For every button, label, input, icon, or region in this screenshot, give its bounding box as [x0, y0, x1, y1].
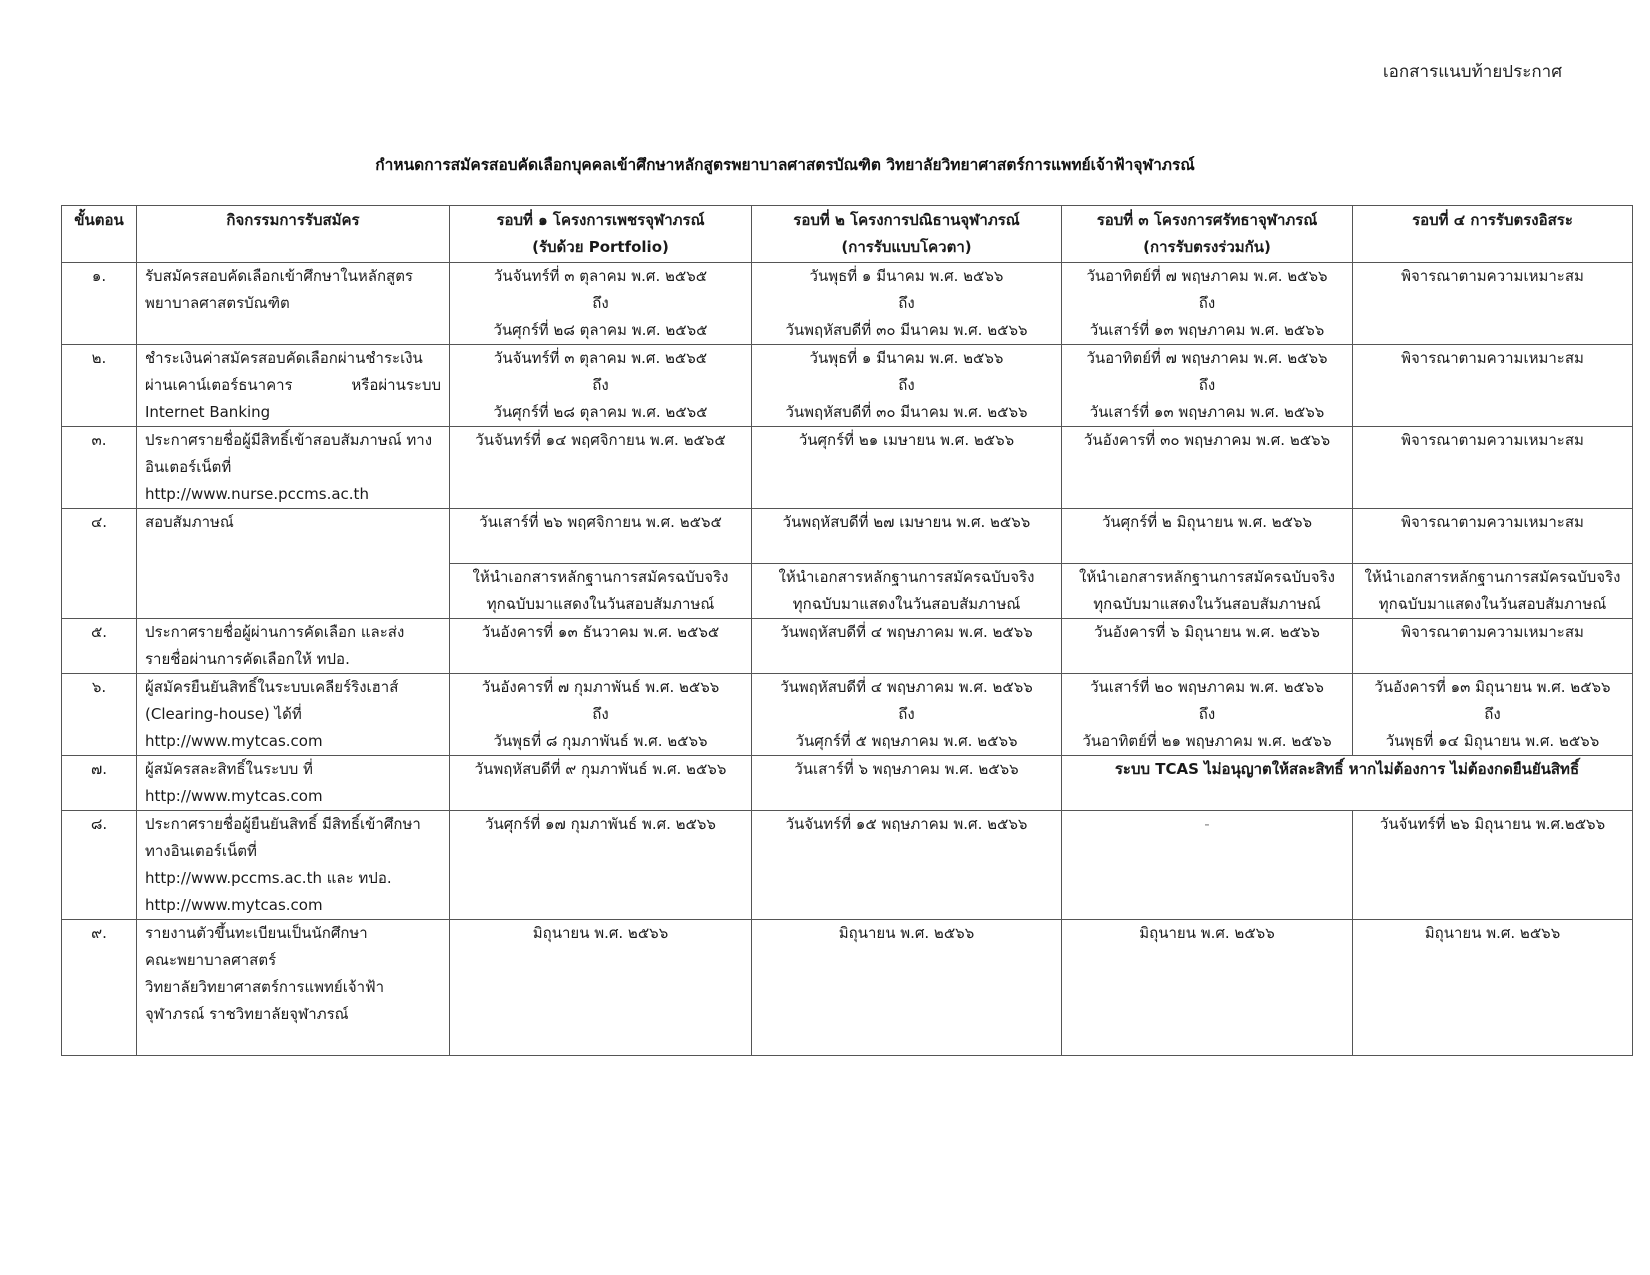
- step-number: ๙.: [62, 920, 137, 1056]
- docs-note-line: ให้นำเอกสารหลักฐานการสมัครฉบับจริง: [1079, 568, 1335, 586]
- activity-line: พยาบาลศาสตรบัณฑิต: [145, 294, 290, 312]
- date-start: วันอาทิตย์ที่ ๗ พฤษภาคม พ.ศ. ๒๕๖๖: [1086, 349, 1328, 367]
- document-title: กำหนดการสมัครสอบคัดเลือกบุคคลเข้าศึกษาหลักสูตรพยาบาลศาสตรบัณฑิต วิทยาลัยวิทยาศาสตร์การแพทย์เจ้าฟ้าจุฬาภรณ์: [375, 156, 1195, 174]
- activity-link: http://www.mytcas.com: [145, 732, 323, 750]
- date-start: วันเสาร์ที่ ๒๐ พฤษภาคม พ.ศ. ๒๕๖๖: [1090, 678, 1324, 696]
- activity-link: http://www.mytcas.com: [145, 787, 323, 805]
- date-end: วันเสาร์ที่ ๑๓ พฤษภาคม พ.ศ. ๒๕๖๖: [1089, 403, 1325, 421]
- round-1-date: วันเสาร์ที่ ๒๖ พฤศจิกายน พ.ศ. ๒๕๖๕: [450, 509, 752, 564]
- round-4-date: พิจารณาตามความเหมาะสม: [1353, 263, 1633, 345]
- header-round-4-line: รอบที่ ๔ การรับตรงอิสระ: [1412, 211, 1573, 229]
- table-row: [62, 345, 1633, 427]
- date-start: วันพฤหัสบดีที่ ๔ พฤษภาคม พ.ศ. ๒๕๖๖: [780, 678, 1033, 696]
- round-1-date: วันอังคารที่ ๑๓ ธันวาคม พ.ศ. ๒๕๖๕: [450, 619, 752, 674]
- activity-line: ผ่านเคาน์เตอร์ธนาคาร หรือผ่านระบบ: [145, 376, 441, 394]
- activity-line: ผู้สมัครยืนยันสิทธิ์ในระบบเคลียร์ริงเฮาส์: [145, 678, 399, 696]
- table-row: [62, 619, 1633, 674]
- activity-link: http://www.nurse.pccms.ac.th: [145, 485, 369, 503]
- activity-cell: [137, 509, 450, 619]
- tcas-waiver-note: ระบบ TCAS ไม่อนุญาตให้สละสิทธิ์ หากไม่ต้องการ ไม่ต้องกดยืนยันสิทธิ์: [1062, 756, 1633, 811]
- round-2-date: [752, 345, 1062, 427]
- round-4-date: พิจารณาตามความเหมาะสม: [1353, 345, 1633, 427]
- step-number: ๔.: [62, 509, 137, 619]
- header-step: ขั้นตอน: [62, 206, 137, 263]
- round-1-date: [450, 674, 752, 756]
- round-1-docs-note: [450, 564, 752, 619]
- round-2-date: วันศุกร์ที่ ๒๑ เมษายน พ.ศ. ๒๕๖๖: [752, 427, 1062, 509]
- table-row: [62, 811, 1633, 920]
- step-number: ๓.: [62, 427, 137, 509]
- round-1-date: วันศุกร์ที่ ๑๗ กุมภาพันธ์ พ.ศ. ๒๕๖๖: [450, 811, 752, 920]
- activity-cell: [137, 920, 450, 1056]
- header-round-3: [1062, 206, 1353, 263]
- header-round-1-line: (รับด้วย Portfolio): [532, 238, 669, 256]
- activity-line: ประกาศรายชื่อผู้ยืนยันสิทธิ์ มีสิทธิ์เข้าศึกษา: [145, 815, 421, 833]
- date-start: วันอาทิตย์ที่ ๗ พฤษภาคม พ.ศ. ๒๕๖๖: [1086, 267, 1328, 285]
- activity-line: รับสมัครสอบคัดเลือกเข้าศึกษาในหลักสูตร: [145, 267, 413, 285]
- activity-line: ผู้สมัครสละสิทธิ์ในระบบ ที่: [145, 760, 313, 778]
- round-3-date: [1062, 263, 1353, 345]
- date-end: วันศุกร์ที่ ๒๘ ตุลาคม พ.ศ. ๒๕๖๕: [493, 321, 708, 339]
- admission-schedule-table: [61, 205, 1633, 1056]
- docs-note-line: ทุกฉบับมาแสดงในวันสอบสัมภาษณ์: [486, 595, 715, 613]
- round-2-docs-note: [752, 564, 1062, 619]
- round-4-date: พิจารณาตามความเหมาะสม: [1353, 427, 1633, 509]
- activity-link: http://www.pccms.ac.th และ ทปอ.: [145, 869, 392, 887]
- round-2-date: [752, 674, 1062, 756]
- round-2-date: [752, 263, 1062, 345]
- round-4-date: พิจารณาตามความเหมาะสม: [1353, 509, 1633, 564]
- date-start: วันอังคารที่ ๗ กุมภาพันธ์ พ.ศ. ๒๕๖๖: [481, 678, 720, 696]
- step-number: ๖.: [62, 674, 137, 756]
- date-end: วันพฤหัสบดีที่ ๓๐ มีนาคม พ.ศ. ๒๕๖๖: [785, 403, 1028, 421]
- table-row: [62, 263, 1633, 345]
- activity-line: รายงานตัวขึ้นทะเบียนเป็นนักศึกษา: [145, 924, 368, 942]
- table-row: [62, 509, 1633, 564]
- step-number: ๘.: [62, 811, 137, 920]
- date-to: ถึง: [1198, 705, 1216, 723]
- date-end: วันศุกร์ที่ ๒๘ ตุลาคม พ.ศ. ๒๕๖๕: [493, 403, 708, 421]
- round-4-date: มิถุนายน พ.ศ. ๒๕๖๖: [1353, 920, 1633, 1056]
- table-row: [62, 920, 1633, 1056]
- round-3-date: [1062, 674, 1353, 756]
- header-round-3-line: (การรับตรงร่วมกัน): [1143, 238, 1271, 256]
- date-start: วันพุธที่ ๑ มีนาคม พ.ศ. ๒๕๖๖: [809, 349, 1004, 367]
- activity-cell: [137, 619, 450, 674]
- round-4-docs-note: [1353, 564, 1633, 619]
- date-end: วันพุธที่ ๘ กุมภาพันธ์ พ.ศ. ๒๕๖๖: [493, 732, 708, 750]
- activity-line: ประกาศรายชื่อผู้มีสิทธิ์เข้าสอบสัมภาษณ์ ทาง: [145, 431, 433, 449]
- round-4-date: [1353, 674, 1633, 756]
- docs-note-line: ให้นำเอกสารหลักฐานการสมัครฉบับจริง: [472, 568, 729, 586]
- date-end: วันพฤหัสบดีที่ ๓๐ มีนาคม พ.ศ. ๒๕๖๖: [785, 321, 1028, 339]
- round-3-date: [1062, 345, 1353, 427]
- step-number: ๗.: [62, 756, 137, 811]
- step-number: ๕.: [62, 619, 137, 674]
- table-row: [62, 427, 1633, 509]
- date-to: ถึง: [592, 294, 609, 312]
- round-3-date: วันอังคารที่ ๓๐ พฤษภาคม พ.ศ. ๒๕๖๖: [1062, 427, 1353, 509]
- activity-cell: [137, 756, 450, 811]
- date-to: ถึง: [592, 376, 609, 394]
- date-end: วันศุกร์ที่ ๕ พฤษภาคม พ.ศ. ๒๕๖๖: [795, 732, 1018, 750]
- date-to: ถึง: [1198, 376, 1216, 394]
- date-to: ถึง: [898, 294, 915, 312]
- activity-link: http://www.mytcas.com: [145, 896, 323, 914]
- round-1-date: มิถุนายน พ.ศ. ๒๕๖๖: [450, 920, 752, 1056]
- round-4-date: พิจารณาตามความเหมาะสม: [1353, 619, 1633, 674]
- round-3-date: -: [1062, 811, 1353, 920]
- header-round-2-line: (การรับแบบโควตา): [841, 238, 972, 256]
- activity-line: (Clearing-house) ได้ที่: [145, 705, 302, 723]
- docs-note-line: ทุกฉบับมาแสดงในวันสอบสัมภาษณ์: [1093, 595, 1321, 613]
- date-to: ถึง: [1484, 705, 1501, 723]
- date-to: ถึง: [898, 705, 915, 723]
- date-start: วันจันทร์ที่ ๓ ตุลาคม พ.ศ. ๒๕๖๕: [493, 267, 708, 285]
- header-round-1: [450, 206, 752, 263]
- header-activity: กิจกรรมการรับสมัคร: [137, 206, 450, 263]
- activity-cell: [137, 427, 450, 509]
- header-round-2: [752, 206, 1062, 263]
- activity-line: วิทยาลัยวิทยาศาสตร์การแพทย์เจ้าฟ้า: [145, 978, 385, 996]
- round-1-date: วันจันทร์ที่ ๑๔ พฤศจิกายน พ.ศ. ๒๕๖๕: [450, 427, 752, 509]
- activity-line: อินเตอร์เน็ตที่: [145, 458, 232, 476]
- attachment-note: เอกสารแนบท้ายประกาศ: [1382, 62, 1562, 82]
- date-to: ถึง: [592, 705, 609, 723]
- docs-note-line: ให้นำเอกสารหลักฐานการสมัครฉบับจริง: [778, 568, 1035, 586]
- docs-note-line: ทุกฉบับมาแสดงในวันสอบสัมภาษณ์: [792, 595, 1021, 613]
- header-round-2-line: รอบที่ ๒ โครงการปณิธานจุฬาภรณ์: [793, 211, 1020, 229]
- activity-line: สอบสัมภาษณ์: [145, 513, 234, 531]
- activity-line: จุฬาภรณ์ ราชวิทยาลัยจุฬาภรณ์: [145, 1005, 349, 1023]
- round-2-date: วันจันทร์ที่ ๑๕ พฤษภาคม พ.ศ. ๒๕๖๖: [752, 811, 1062, 920]
- activity-line: ทางอินเตอร์เน็ตที่: [145, 842, 257, 860]
- round-2-date: มิถุนายน พ.ศ. ๒๕๖๖: [752, 920, 1062, 1056]
- step-number: ๒.: [62, 345, 137, 427]
- table-row: [62, 674, 1633, 756]
- round-3-date: มิถุนายน พ.ศ. ๒๕๖๖: [1062, 920, 1353, 1056]
- round-1-date: [450, 263, 752, 345]
- header-round-3-line: รอบที่ ๓ โครงการศรัทธาจุฬาภรณ์: [1096, 211, 1318, 229]
- date-start: วันอังคารที่ ๑๓ มิถุนายน พ.ศ. ๒๕๖๖: [1374, 678, 1611, 696]
- header-round-4: [1353, 206, 1633, 263]
- date-to: ถึง: [898, 376, 915, 394]
- docs-note-line: ทุกฉบับมาแสดงในวันสอบสัมภาษณ์: [1378, 595, 1607, 613]
- table-row: [62, 756, 1633, 811]
- activity-cell: [137, 811, 450, 920]
- docs-note-line: ให้นำเอกสารหลักฐานการสมัครฉบับจริง: [1364, 568, 1621, 586]
- date-end: วันพุธที่ ๑๔ มิถุนายน พ.ศ. ๒๕๖๖: [1385, 732, 1600, 750]
- round-2-date: วันเสาร์ที่ ๖ พฤษภาคม พ.ศ. ๒๕๖๖: [752, 756, 1062, 811]
- round-3-date: วันศุกร์ที่ ๒ มิถุนายน พ.ศ. ๒๕๖๖: [1062, 509, 1353, 564]
- activity-line: ชำระเงินค่าสมัครสอบคัดเลือกผ่านชำระเงิน: [145, 349, 423, 367]
- activity-line: คณะพยาบาลศาสตร์: [145, 951, 277, 969]
- activity-line: ประกาศรายชื่อผู้ผ่านการคัดเลือก และส่ง: [145, 623, 405, 641]
- round-3-date: วันอังคารที่ ๖ มิถุนายน พ.ศ. ๒๕๖๖: [1062, 619, 1353, 674]
- activity-cell: [137, 345, 450, 427]
- round-1-date: [450, 345, 752, 427]
- date-to: ถึง: [1198, 294, 1216, 312]
- activity-cell: [137, 674, 450, 756]
- round-4-date: วันจันทร์ที่ ๒๖ มิถุนายน พ.ศ.๒๕๖๖: [1353, 811, 1633, 920]
- activity-line: รายชื่อผ่านการคัดเลือกให้ ทปอ.: [145, 650, 350, 668]
- date-end: วันอาทิตย์ที่ ๒๑ พฤษภาคม พ.ศ. ๒๕๖๖: [1082, 732, 1332, 750]
- header-round-1-line: รอบที่ ๑ โครงการเพชรจุฬาภรณ์: [496, 211, 705, 229]
- date-start: วันพุธที่ ๑ มีนาคม พ.ศ. ๒๕๖๖: [809, 267, 1004, 285]
- activity-cell: [137, 263, 450, 345]
- date-start: วันจันทร์ที่ ๓ ตุลาคม พ.ศ. ๒๕๖๕: [493, 349, 708, 367]
- step-number: ๑.: [62, 263, 137, 345]
- round-3-docs-note: [1062, 564, 1353, 619]
- round-1-date: วันพฤหัสบดีที่ ๙ กุมภาพันธ์ พ.ศ. ๒๕๖๖: [450, 756, 752, 811]
- round-2-date: วันพฤหัสบดีที่ ๒๗ เมษายน พ.ศ. ๒๕๖๖: [752, 509, 1062, 564]
- table-header-row: [62, 206, 1633, 263]
- date-end: วันเสาร์ที่ ๑๓ พฤษภาคม พ.ศ. ๒๕๖๖: [1089, 321, 1325, 339]
- activity-line: Internet Banking: [145, 403, 271, 421]
- round-2-date: วันพฤหัสบดีที่ ๔ พฤษภาคม พ.ศ. ๒๕๖๖: [752, 619, 1062, 674]
